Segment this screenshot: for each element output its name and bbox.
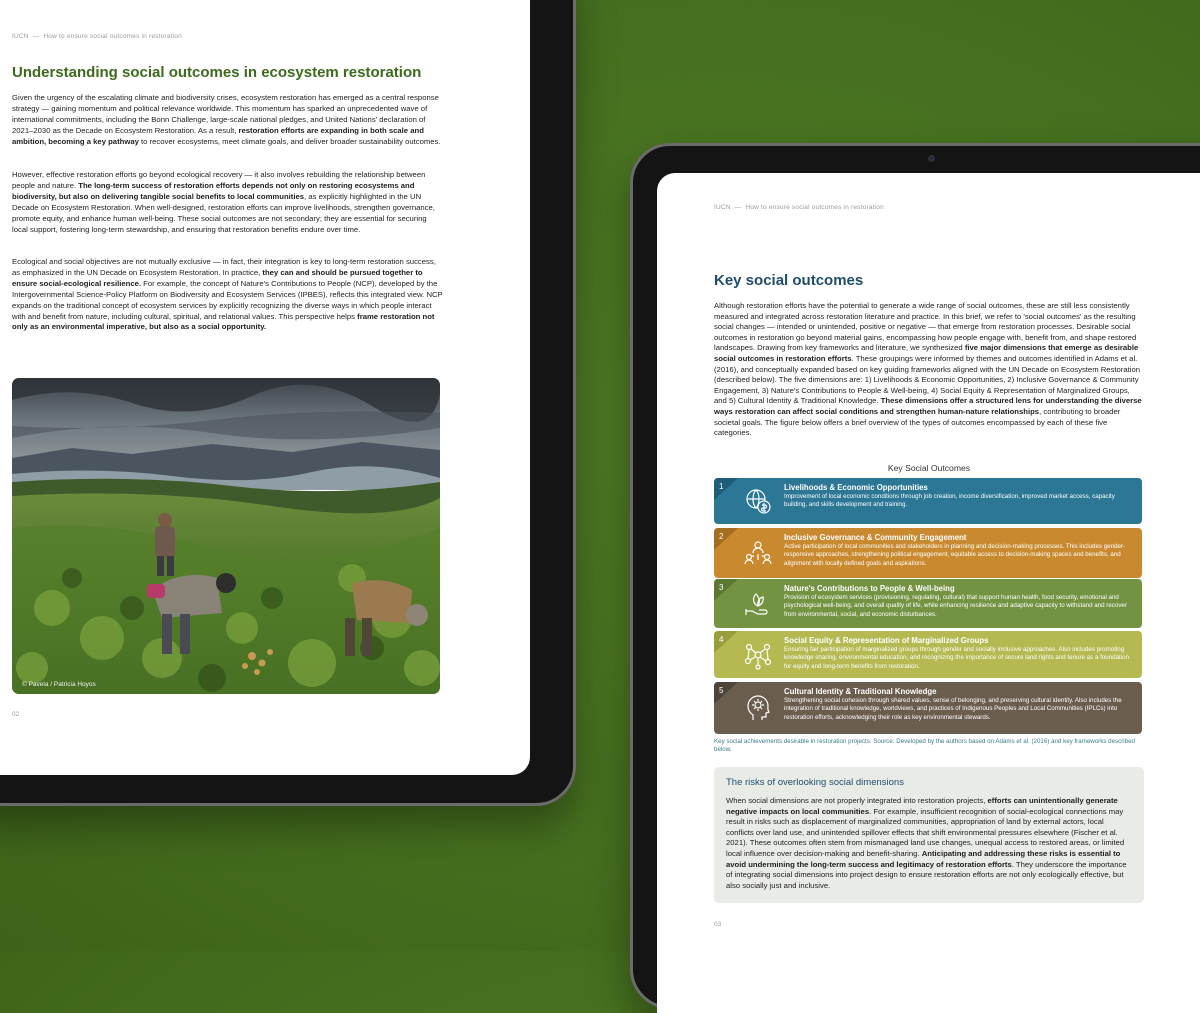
page-title: Key social outcomes xyxy=(714,272,864,289)
outcome-number: 5 xyxy=(719,686,724,695)
bold-text-run: they can and should be pursued together to ensure social-ecological resilience. xyxy=(12,267,423,288)
page-header xyxy=(714,204,884,211)
text-run: Although restoration efforts have the potential to generate a wide range of social outcomes, these are still less consistently measured and integrated across restoration literature and practice. In this brief, we refer to 'social outcomes' as the resulting social changes — intended or unintended, positive or negative — that emerge from restoration processes. Desirable social outcomes in restoration go beyond material gains, encompassing how people engage with, benefit from, and shape restored landscapes. Drawing from key frameworks and literature, we synthesized xyxy=(714,301,1137,353)
header-doc-title: How to ensure social outcomes in restoration xyxy=(745,204,884,211)
outcome-title: Livelihoods & Economic Opportunities xyxy=(784,483,928,492)
bold-text-run: restoration efforts are expanding in both scale and ambition, becoming a key pathway xyxy=(12,125,424,146)
outcome-description: Strengthening social cohesion through shared values, sense of belonging, and preserving cultural identity. Also includes the integration of traditional knowledge, worldviews, and practices of Indigenous Peoples and Local Communities (IPLCs) into restoration efforts, acknowledging their role as key environmental stewards. xyxy=(784,697,1122,721)
text-run: . They underscore the importance of integrating social dimensions into project design to ensure restoration efforts are not only ecologically effective, but also socially just and inclusive. xyxy=(726,859,1127,890)
outcome-number: 3 xyxy=(719,583,724,592)
bold-text-run: The long-term success of restoration efforts depends not only on restoring ecosystems and biodiversity, but also on delivering tangible social benefits to local communities xyxy=(12,180,415,201)
header-doc-title: How to ensure social outcomes in restoration xyxy=(43,33,182,40)
outcome-number: 2 xyxy=(719,532,724,541)
header-org: IUCN xyxy=(12,33,29,40)
figure-title: Key Social Outcomes xyxy=(887,463,971,473)
text-run: , as explicitly highlighted in the UN Decade on Ecosystem Restoration. When well-designed, restoration efforts can improve livelihoods, strengthen governance, promote equity, and enhance human well-being. These social outcomes are not secondary; they are essential for securing local support, fostering long-term stewardship, and ensuring that restoration benefits endure over time. xyxy=(12,191,435,234)
outcome-card xyxy=(714,682,1142,734)
corner-tab xyxy=(714,528,738,550)
outcome-description: Provision of ecosystem services (provisioning, regulating, cultural) that support human health, food security, emotional and psychological well-being, and overall quality of life, while enhancing resilience and adaptive capacity to withstand and recover from environmental, social, and economic disturbances. xyxy=(784,594,1127,618)
text-run: Ecological and social objectives are not mutually exclusive — in fact, their integration is key to long-term restoration success, as emphasized in the UN Decade on Ecosystem Restoration. In practice, xyxy=(12,257,436,277)
paragraph xyxy=(12,257,444,333)
text-run: However, effective restoration efforts go beyond ecological recovery — it also involves rebuilding the relationship between people and nature. xyxy=(12,170,426,190)
bold-text-run: five major dimensions that emerge as desirable social outcomes in restoration efforts xyxy=(714,343,1139,363)
outcome-card xyxy=(714,631,1142,678)
outcome-card xyxy=(714,579,1142,628)
corner-tab xyxy=(714,631,738,653)
outcome-card xyxy=(714,478,1142,524)
people-network-icon xyxy=(743,538,773,568)
outcome-title: Cultural Identity & Traditional Knowledge xyxy=(784,687,937,696)
paragraph xyxy=(714,301,1144,439)
text-run: Given the urgency of the escalating climate and biodiversity crises, ecosystem restoration has emerged as a central response strategy — gaining momentum and political relevance worldwide. This momentum has sparked an unprecedented wave of international commitments, including the Bonn Challenge, large-scale national pledges, and United Nations' declaration of 2021–2030 as the Decade on Ecosystem Restoration. As a result, xyxy=(12,93,439,135)
bold-text-run: Anticipating and addressing these risks is essential to avoid undermining the long-term success and legitimacy of restoration efforts xyxy=(726,848,1121,869)
page-number: 02 xyxy=(12,711,20,718)
page-number: 03 xyxy=(714,921,722,928)
corner-tab xyxy=(714,478,738,500)
page-title: Understanding social outcomes in ecosystem restoration xyxy=(12,64,422,81)
outcome-card xyxy=(714,528,1142,578)
risks-title: The risks of overlooking social dimensions xyxy=(726,777,904,788)
hand-leaf-icon xyxy=(743,589,773,619)
outcome-title: Nature's Contributions to People & Well-being xyxy=(784,584,955,593)
risks-box xyxy=(714,767,1144,903)
figure-caption: Key social achievements desirable in restoration projects. Source: Developed by the authors based on Adams et al. (2016) and key frameworks described below. xyxy=(714,738,1135,753)
left-screen xyxy=(0,0,530,775)
text-run: , contributing to broader societal goals. The figure below offers a brief overview of the types of outcomes encompassed by each of these five categories. xyxy=(714,406,1121,438)
head-gear-icon xyxy=(743,693,773,723)
outcome-description: Ensuring fair participation of marginalized groups through gender and socially inclusive approaches. Also includes promoting knowledge sharing, environmental education, and recognizing the importance of secure land rights and tenure as a foundation for equity and long-term benefits from restoration. xyxy=(784,646,1130,670)
bold-text-run: efforts can unintentionally generate negative impacts on local communities xyxy=(726,796,1118,816)
right-screen xyxy=(657,173,1200,1013)
text-run: . These groupings were informed by themes and outcomes identified in Adams et al. (2016), and conceptually expanded based on key guiding frameworks aligned with the UN Decade on Ecosystem Restoration (described below). The five dimensions are: 1) Livelihoods & Economic Opportunities, 2) Inclusive Governance & Community Engagement, 3) Nature's Contributions to People & Well-being, 4) Social Equity & Representation of Marginalized Groups, and 5) Cultural Identity & Traditional Knowledge. xyxy=(714,353,1141,406)
outcome-title: Inclusive Governance & Community Engagement xyxy=(784,533,967,542)
camera-icon xyxy=(928,155,935,162)
farmers-field-image xyxy=(12,378,440,694)
landscape-photo xyxy=(12,378,440,694)
header-org: IUCN xyxy=(714,204,731,211)
text-run: . For example, insufficient recognition of social-ecological connections may result in risks such as displacement of marginalized communities, appropriation of land by external actors, local conflicts over land use, and unintended spillover effects that shift environmental pressures elsewhere (Fischer et al. 2021). These outcomes often stem from mismanaged land use changes, unequal access to restored areas, or limited local influence over decision-making and benefit-sharing. xyxy=(726,806,1125,858)
network-icon xyxy=(743,640,773,670)
text-run: When social dimensions are not properly integrated into restoration projects, xyxy=(726,796,988,805)
photo-credit: © Pavela / Patricia Hoyos xyxy=(22,681,96,688)
outcome-number: 4 xyxy=(719,635,724,644)
outcome-title: Social Equity & Representation of Marginalized Groups xyxy=(784,636,989,645)
risks-paragraph xyxy=(726,796,1132,891)
outcome-description: Improvement of local economic conditions through job creation, income diversification, improved market access, capacity building, and skills development and training. xyxy=(784,493,1115,509)
outcome-description: Active participation of local communities and stakeholders in planning and decision-making processes. This includes gender-responsive approaches, strengthening political engagement, equitable access to decision-making spaces and benefits, and alignment with locally defined goals and aspirations. xyxy=(784,543,1126,567)
corner-tab xyxy=(714,682,738,704)
paragraph xyxy=(12,170,444,235)
bold-text-run: frame restoration not only as an environmental imperative, but also as a social opportunity. xyxy=(12,311,435,332)
text-run: For example, the concept of Nature's Contributions to People (NCP), developed by the Intergovernmental Science-Policy Platform on Biodiversity and Ecosystem Services (IPBES), reflects this integrated view. NCP expands on the traditional concept of ecosystem services by explicitly recognizing the diverse ways in which people interact with and benefit from nature, including cultural, spiritual, and relational values. This perspective helps xyxy=(12,278,443,321)
corner-tab xyxy=(714,579,738,601)
paragraph xyxy=(12,93,444,148)
outcome-number: 1 xyxy=(719,482,724,491)
bold-text-run: These dimensions offer a structured lens for understanding the diverse ways restoration can affect social conditions and strengthen human-nature relationships xyxy=(714,396,1142,416)
globe-money-icon xyxy=(743,486,773,516)
header-separator: — xyxy=(32,33,40,40)
page-header xyxy=(12,33,182,40)
right-tablet xyxy=(630,143,1200,1009)
left-tablet xyxy=(0,0,576,806)
text-run: to recover ecosystems, meet climate goals, and deliver broader sustainability outcomes. xyxy=(138,136,441,146)
header-separator: — xyxy=(734,204,742,211)
